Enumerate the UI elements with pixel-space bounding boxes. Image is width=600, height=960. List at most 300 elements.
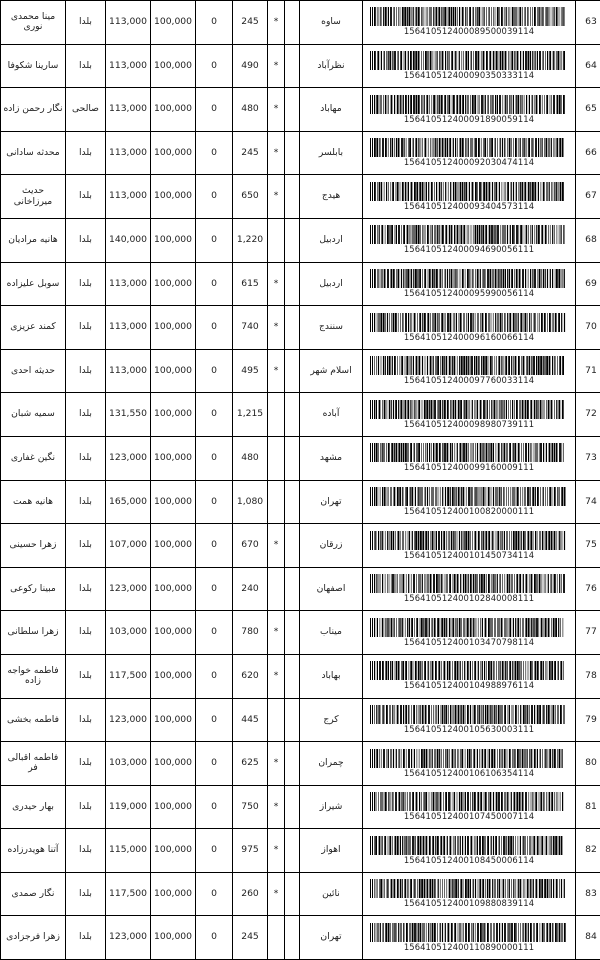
barcode-bar bbox=[520, 182, 521, 201]
shop-cell: بلدا bbox=[66, 393, 106, 437]
barcode-bar bbox=[420, 923, 422, 942]
barcode-bar bbox=[455, 443, 456, 462]
barcode-bar bbox=[532, 95, 533, 114]
barcode-bar bbox=[501, 836, 502, 855]
barcode-bar bbox=[448, 95, 450, 114]
barcode-bar bbox=[490, 269, 492, 288]
barcode-bar bbox=[513, 705, 514, 724]
barcode-bar bbox=[541, 269, 542, 288]
barcode-bar bbox=[539, 51, 541, 70]
table-row bbox=[1, 916, 600, 960]
barcode-bar bbox=[528, 269, 529, 288]
barcode-bar bbox=[459, 95, 461, 114]
barcode-bar bbox=[407, 182, 408, 201]
barcode-bar bbox=[508, 7, 509, 26]
barcode-bar bbox=[479, 182, 481, 201]
barcode-bar bbox=[550, 269, 551, 288]
barcode-bar bbox=[482, 879, 484, 898]
barcode-bar bbox=[435, 879, 436, 898]
barcode-bar bbox=[385, 138, 387, 157]
barcode-bar bbox=[458, 269, 459, 288]
barcode-bar bbox=[465, 923, 467, 942]
barcode-bar bbox=[534, 7, 536, 26]
barcode-bar bbox=[400, 95, 401, 114]
barcode-bar bbox=[445, 313, 446, 332]
barcode-bar bbox=[545, 269, 546, 288]
barcode-bar bbox=[559, 531, 560, 550]
barcode-bar bbox=[438, 705, 439, 724]
barcode-bar bbox=[395, 792, 397, 811]
row-number: 81 bbox=[576, 785, 600, 829]
barcode-bar bbox=[396, 7, 397, 26]
barcode-bar bbox=[418, 531, 420, 550]
barcode-bar bbox=[488, 531, 490, 550]
barcode-bar bbox=[482, 313, 484, 332]
barcode-bar bbox=[383, 443, 384, 462]
barcode-bar bbox=[477, 400, 478, 419]
barcode-bar bbox=[547, 7, 548, 26]
barcode-bar bbox=[490, 661, 492, 680]
barcode-bar bbox=[563, 269, 564, 288]
barcode-bar bbox=[430, 7, 431, 26]
barcode-bar bbox=[411, 487, 413, 506]
barcode-bar bbox=[393, 269, 395, 288]
price-cell: 113,000 bbox=[106, 349, 151, 393]
shop-cell: بلدا bbox=[66, 524, 106, 568]
barcode-bar bbox=[434, 225, 435, 244]
barcode-bar bbox=[456, 313, 457, 332]
barcode-bar bbox=[400, 182, 401, 201]
barcode-bar bbox=[550, 7, 551, 26]
barcode-bar bbox=[459, 7, 460, 26]
zero-cell: 0 bbox=[196, 654, 233, 698]
barcode-bar bbox=[554, 225, 555, 244]
barcode-bar bbox=[495, 7, 496, 26]
barcode-bar bbox=[528, 138, 530, 157]
barcode-bar bbox=[475, 618, 476, 637]
barcode-bar bbox=[493, 836, 494, 855]
barcode-bar bbox=[537, 531, 538, 550]
barcode-bar bbox=[551, 531, 553, 550]
barcode-bar bbox=[470, 705, 471, 724]
barcode-bar bbox=[475, 923, 476, 942]
barcode-bar bbox=[484, 792, 485, 811]
barcode-bar bbox=[491, 313, 492, 332]
barcode-bar bbox=[424, 95, 425, 114]
barcode-bar bbox=[450, 705, 451, 724]
barcode-bar bbox=[525, 443, 527, 462]
tracking-number: 156410512400109880839114 bbox=[365, 899, 573, 909]
barcode-bar bbox=[513, 138, 514, 157]
barcode-bar bbox=[389, 225, 390, 244]
barcode-bar bbox=[535, 661, 537, 680]
barcode-bar bbox=[449, 879, 451, 898]
barcode-bar bbox=[424, 269, 426, 288]
barcode-bar bbox=[439, 443, 441, 462]
table-row bbox=[1, 872, 600, 916]
barcode-bar bbox=[456, 225, 457, 244]
barcode-bar bbox=[516, 879, 517, 898]
barcode-bar bbox=[485, 225, 487, 244]
barcode-bar bbox=[433, 313, 434, 332]
barcode-cell bbox=[363, 742, 576, 786]
barcode-bar bbox=[379, 138, 380, 157]
barcode-bar bbox=[405, 95, 407, 114]
barcode-bar bbox=[385, 574, 386, 593]
barcode-bar bbox=[473, 51, 474, 70]
barcode-bar bbox=[473, 705, 474, 724]
shop-cell: بلدا bbox=[66, 306, 106, 350]
empty-cell bbox=[285, 698, 300, 742]
barcode-bar bbox=[517, 487, 519, 506]
barcode-bar bbox=[474, 95, 476, 114]
barcode-bar bbox=[457, 792, 458, 811]
barcode-image bbox=[369, 400, 569, 419]
barcode-bar bbox=[422, 182, 424, 201]
table-row bbox=[1, 829, 600, 873]
barcode-bar bbox=[421, 749, 423, 768]
barcode-bar bbox=[370, 313, 371, 332]
empty-cell bbox=[285, 654, 300, 698]
barcode-bar bbox=[493, 95, 494, 114]
star-mark bbox=[268, 436, 285, 480]
barcode-bar bbox=[439, 749, 440, 768]
barcode-bar bbox=[432, 138, 433, 157]
table-row bbox=[1, 742, 600, 786]
barcode-bar bbox=[477, 836, 478, 855]
barcode-bar bbox=[440, 618, 441, 637]
row-number: 75 bbox=[576, 524, 600, 568]
barcode-bar bbox=[504, 749, 506, 768]
barcode-bar bbox=[532, 225, 533, 244]
barcode-bar bbox=[532, 269, 533, 288]
barcode-bar bbox=[411, 618, 413, 637]
barcode-bar bbox=[427, 225, 429, 244]
barcode-bar bbox=[403, 923, 404, 942]
barcode-bar bbox=[493, 443, 494, 462]
barcode-bar bbox=[473, 443, 474, 462]
barcode-bar bbox=[561, 269, 562, 288]
barcode-bar bbox=[526, 356, 527, 375]
barcode-bar bbox=[382, 618, 383, 637]
barcode-bar bbox=[431, 182, 433, 201]
barcode-bar bbox=[477, 443, 478, 462]
barcode-bar bbox=[432, 661, 434, 680]
barcode-bar bbox=[532, 792, 533, 811]
barcode-bar bbox=[442, 51, 444, 70]
row-number: 73 bbox=[576, 436, 600, 480]
barcode-bar bbox=[481, 705, 482, 724]
barcode-bar bbox=[540, 836, 541, 855]
barcode-bar bbox=[409, 836, 410, 855]
barcode-bar bbox=[464, 182, 465, 201]
barcode-bar bbox=[559, 574, 560, 593]
barcode-bar bbox=[449, 225, 450, 244]
barcode-bar bbox=[415, 138, 417, 157]
barcode-bar bbox=[454, 356, 456, 375]
barcode-bar bbox=[446, 574, 447, 593]
barcode-bar bbox=[416, 95, 418, 114]
barcode-bar bbox=[467, 749, 468, 768]
barcode-bar bbox=[549, 487, 551, 506]
barcode-bar bbox=[521, 531, 522, 550]
barcode-bar bbox=[497, 225, 499, 244]
barcode-bar bbox=[530, 51, 531, 70]
barcode-bar bbox=[414, 225, 415, 244]
barcode-bar bbox=[491, 705, 492, 724]
barcode-bar bbox=[396, 749, 397, 768]
barcode-bar bbox=[563, 51, 565, 70]
barcode-bar bbox=[545, 51, 546, 70]
barcode-bar bbox=[416, 356, 418, 375]
barcode-cell bbox=[363, 872, 576, 916]
barcode-bar bbox=[469, 225, 470, 244]
barcode-bar bbox=[478, 879, 479, 898]
shop-cell: بلدا bbox=[66, 44, 106, 88]
barcode-bar bbox=[469, 7, 471, 26]
barcode-bar bbox=[411, 749, 412, 768]
barcode-bar bbox=[551, 618, 552, 637]
barcode-bar bbox=[534, 574, 536, 593]
barcode-cell bbox=[363, 262, 576, 306]
barcode-bar bbox=[410, 269, 411, 288]
zero-cell: 0 bbox=[196, 1, 233, 45]
barcode-bar bbox=[413, 95, 415, 114]
barcode-bar bbox=[538, 313, 539, 332]
barcode-bar bbox=[484, 836, 485, 855]
barcode-bar bbox=[511, 923, 513, 942]
barcode-bar bbox=[483, 269, 484, 288]
barcode-bar bbox=[388, 487, 389, 506]
barcode-bar bbox=[429, 400, 430, 419]
quantity-cell: 1,080 bbox=[233, 480, 268, 524]
tracking-number: 156410512400104988976114 bbox=[365, 681, 573, 691]
barcode-bar bbox=[493, 51, 494, 70]
barcode-bar bbox=[528, 225, 529, 244]
barcode-bar bbox=[415, 225, 417, 244]
barcode-bar bbox=[482, 836, 484, 855]
quantity-cell: 615 bbox=[233, 262, 268, 306]
barcode-bar bbox=[374, 225, 376, 244]
barcode-bar bbox=[372, 269, 373, 288]
empty-cell bbox=[285, 175, 300, 219]
barcode-bar bbox=[463, 574, 464, 593]
zero-cell: 0 bbox=[196, 349, 233, 393]
barcode-bar bbox=[525, 225, 526, 244]
table-row bbox=[1, 218, 600, 262]
barcode-bar bbox=[544, 356, 545, 375]
barcode-bar bbox=[387, 879, 388, 898]
barcode-bar bbox=[383, 923, 384, 942]
barcode-bar bbox=[395, 705, 396, 724]
barcode-bar bbox=[478, 356, 479, 375]
barcode-bar bbox=[407, 400, 409, 419]
barcode-bar bbox=[562, 400, 564, 419]
customer-name-cell: زهرا حسینی bbox=[1, 524, 66, 568]
barcode-bar bbox=[433, 400, 434, 419]
barcode-bar bbox=[433, 95, 435, 114]
barcode-bar bbox=[384, 182, 385, 201]
barcode-bar bbox=[401, 792, 402, 811]
barcode-bar bbox=[443, 531, 445, 550]
barcode-bar bbox=[562, 51, 563, 70]
barcode-bar bbox=[540, 443, 542, 462]
barcode-bar bbox=[557, 225, 558, 244]
tracking-number: 156410512400094690056111 bbox=[365, 245, 573, 255]
barcode-bar bbox=[512, 400, 513, 419]
barcode-image bbox=[369, 138, 569, 157]
barcode-bar bbox=[428, 618, 429, 637]
barcode-bar bbox=[556, 269, 558, 288]
barcode-bar bbox=[431, 705, 432, 724]
barcode-bar bbox=[397, 705, 399, 724]
barcode-bar bbox=[468, 51, 469, 70]
barcode-bar bbox=[504, 792, 505, 811]
city-cell: بهاباد bbox=[300, 654, 363, 698]
barcode-bar bbox=[451, 51, 453, 70]
tracking-number: 156410512400095990056114 bbox=[365, 289, 573, 299]
barcode-bar bbox=[526, 574, 528, 593]
barcode-bar bbox=[519, 661, 520, 680]
barcode-bar bbox=[502, 400, 503, 419]
barcode-bar bbox=[403, 749, 405, 768]
barcode-bar bbox=[502, 661, 504, 680]
barcode-bar bbox=[480, 792, 482, 811]
barcode-bar bbox=[426, 923, 427, 942]
barcode-bar bbox=[403, 792, 404, 811]
barcode-bar bbox=[516, 792, 518, 811]
barcode-bar bbox=[477, 182, 478, 201]
barcode-bar bbox=[504, 618, 505, 637]
customer-name-cell: فاطمه خواجه زاده bbox=[1, 654, 66, 698]
barcode-bar bbox=[423, 836, 425, 855]
star-mark bbox=[268, 567, 285, 611]
price-cell: 103,000 bbox=[106, 742, 151, 786]
base-amount-cell: 100,000 bbox=[151, 175, 196, 219]
barcode-bar bbox=[372, 836, 373, 855]
barcode-bar bbox=[551, 574, 552, 593]
barcode-bar bbox=[545, 225, 547, 244]
barcode-bar bbox=[422, 313, 423, 332]
barcode-bar bbox=[487, 879, 488, 898]
barcode-bar bbox=[380, 7, 381, 26]
barcode-bar bbox=[483, 182, 485, 201]
barcode-bar bbox=[404, 138, 405, 157]
barcode-bar bbox=[514, 749, 515, 768]
barcode-image bbox=[369, 443, 569, 462]
barcode-bar bbox=[427, 879, 429, 898]
barcode-bar bbox=[544, 923, 545, 942]
barcode-bar bbox=[497, 574, 498, 593]
barcode-bar bbox=[545, 836, 546, 855]
barcode-bar bbox=[554, 531, 556, 550]
barcode-bar bbox=[540, 487, 541, 506]
star-mark: * bbox=[268, 1, 285, 45]
barcode-bar bbox=[548, 400, 550, 419]
barcode-bar bbox=[425, 182, 426, 201]
tracking-number: 156410512400090350333114 bbox=[365, 71, 573, 81]
barcode-bar bbox=[445, 792, 447, 811]
barcode-bar bbox=[495, 95, 496, 114]
barcode-bar bbox=[483, 487, 485, 506]
barcode-bar bbox=[437, 356, 439, 375]
barcode-bar bbox=[452, 443, 453, 462]
barcode-bar bbox=[472, 95, 474, 114]
barcode-bar bbox=[394, 138, 395, 157]
barcode-bar bbox=[402, 661, 404, 680]
barcode-bar bbox=[545, 749, 546, 768]
barcode-bar bbox=[396, 182, 397, 201]
barcode-bar bbox=[370, 661, 371, 680]
barcode-bar bbox=[468, 400, 469, 419]
barcode-bar bbox=[523, 879, 524, 898]
barcode-bar bbox=[386, 51, 387, 70]
barcode-bar bbox=[460, 661, 461, 680]
city-cell: آباده bbox=[300, 393, 363, 437]
barcode-bar bbox=[372, 95, 373, 114]
barcode-bar bbox=[490, 923, 491, 942]
barcode-bar bbox=[505, 95, 506, 114]
barcode-bar bbox=[533, 531, 534, 550]
barcode-bar bbox=[557, 531, 558, 550]
barcode-bar bbox=[442, 705, 443, 724]
barcode-bar bbox=[403, 531, 404, 550]
barcode-bar bbox=[433, 487, 434, 506]
barcode-bar bbox=[377, 7, 378, 26]
barcode-bar bbox=[517, 618, 519, 637]
barcode-bar bbox=[418, 487, 419, 506]
quantity-cell: 240 bbox=[233, 567, 268, 611]
barcode-cell bbox=[363, 524, 576, 568]
barcode-bar bbox=[555, 705, 556, 724]
barcode-bar bbox=[461, 792, 463, 811]
barcode-bar bbox=[481, 95, 483, 114]
barcode-bar bbox=[445, 923, 446, 942]
barcode-bar bbox=[416, 792, 418, 811]
barcode-bar bbox=[438, 487, 439, 506]
barcode-bar bbox=[517, 95, 519, 114]
city-cell: اردبیل bbox=[300, 262, 363, 306]
barcode-bar bbox=[540, 661, 542, 680]
barcode-bar bbox=[463, 487, 465, 506]
barcode-bar bbox=[496, 400, 497, 419]
barcode-bar bbox=[563, 618, 564, 637]
barcode-bar bbox=[531, 618, 532, 637]
barcode-bar bbox=[505, 356, 507, 375]
barcode-bar bbox=[478, 618, 479, 637]
base-amount-cell: 100,000 bbox=[151, 742, 196, 786]
quantity-cell: 480 bbox=[233, 436, 268, 480]
customer-name-cell: محدثه سادانی bbox=[1, 131, 66, 175]
barcode-bar bbox=[514, 574, 515, 593]
barcode-bar bbox=[534, 443, 535, 462]
barcode-bar bbox=[444, 618, 446, 637]
barcode-bar bbox=[544, 313, 546, 332]
barcode-bar bbox=[495, 356, 496, 375]
barcode-bar bbox=[430, 923, 431, 942]
barcode-bar bbox=[553, 313, 554, 332]
barcode-bar bbox=[396, 138, 397, 157]
barcode-bar bbox=[473, 618, 474, 637]
barcode-bar bbox=[544, 95, 545, 114]
barcode-bar bbox=[562, 923, 563, 942]
barcode-bar bbox=[495, 269, 497, 288]
barcode-bar bbox=[425, 574, 426, 593]
barcode-bar bbox=[498, 400, 499, 419]
barcode-bar bbox=[472, 531, 473, 550]
barcode-bar bbox=[501, 7, 503, 26]
shop-cell: بلدا bbox=[66, 567, 106, 611]
